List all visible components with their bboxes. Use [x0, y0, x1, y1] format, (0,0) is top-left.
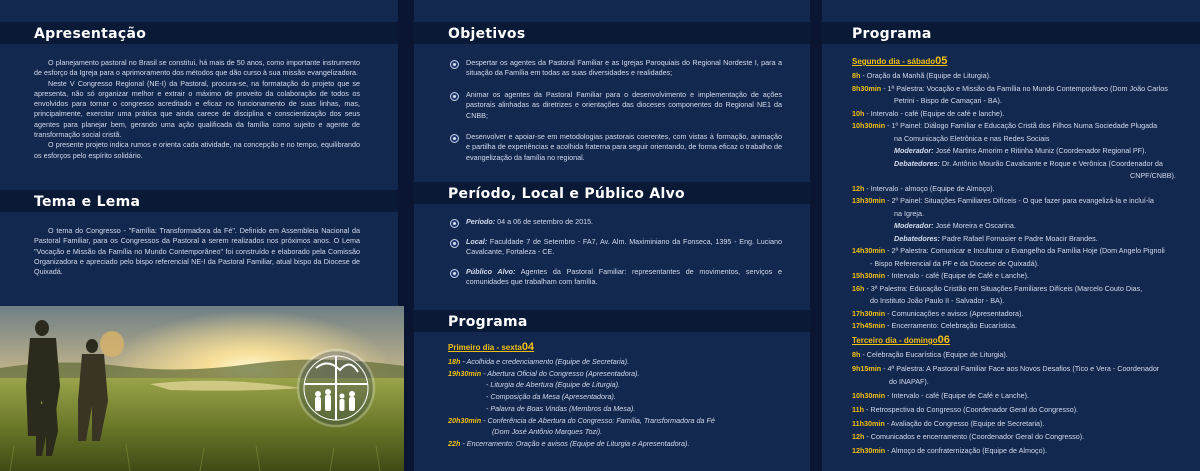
bullet-logo-icon [450, 269, 459, 278]
schedule-row [852, 271, 1029, 281]
schedule-text: - Retrospectiva do Congresso (Coordenador Geral do Congresso). [864, 404, 1079, 414]
day2-number: 05 [935, 55, 948, 67]
schedule-time: 18h [448, 357, 461, 366]
schedule-time: 19h30min [448, 368, 482, 378]
schedule-row [852, 109, 1004, 119]
periodo-label: Período: [466, 217, 496, 226]
schedule-time: 17h45min [852, 321, 886, 330]
schedule-time: 16h [852, 283, 865, 293]
schedule-row [852, 364, 1159, 374]
schedule-row [852, 391, 1029, 401]
objetivo-item: Animar os agentes da Pastoral Familiar para o desenvolvimento e implementação de ações pastorais alinhadas as diretrizes e orientações das dioceses componentes do Regional NE1 da CNBB; [466, 90, 782, 120]
schedule-row [448, 439, 689, 449]
schedule-row [894, 234, 1098, 244]
schedule-row [894, 146, 1146, 156]
schedule-text: - Encerramento: Oração e avisos (Equipe de Liturgia e Apresentadora). [460, 438, 690, 448]
family-photo-illustration [0, 306, 404, 471]
programa2-header [822, 22, 1200, 44]
schedule-row [870, 296, 1004, 306]
congress-logo-icon [298, 350, 374, 426]
schedule-text: - Abertura Oficial do Congresso (Apresentadora). [481, 368, 640, 378]
bullet-logo-icon [450, 134, 459, 143]
schedule-row [889, 377, 929, 387]
schedule-row [486, 404, 635, 414]
schedule-text: - Palavra de Boas Vindas (Membros da Mesa). [486, 403, 636, 413]
schedule-text: José Moreira e Oscarina. [933, 221, 1016, 230]
objetivos-header [414, 22, 810, 44]
schedule-text: do Instituto João Paulo II - Salvador - BA). [870, 296, 1005, 305]
apresentacao-paragraph: O presente projeto indica rumos e orienta cada atividade, na concepção e no tempo, equilibrando os esforços pelo espírito solidário. [34, 140, 360, 160]
family-sunset-photo [0, 306, 404, 471]
schedule-text: na Comunicação Eletrônica e nas Redes Sociais [894, 133, 1050, 143]
schedule-row [894, 209, 924, 219]
schedule-text: - Intervalo - café (Equipe de Café e Lanche). [885, 391, 1030, 401]
schedule-row [486, 392, 616, 402]
schedule-time: 10h30min [852, 121, 886, 130]
schedule-time: 14h30min [852, 246, 886, 255]
schedule-row [1130, 171, 1176, 181]
schedule-time: 20h30min [448, 415, 482, 425]
day2-heading [852, 55, 947, 67]
publico-item [466, 267, 782, 288]
schedule-text: - Composição da Mesa (Apresentadora). [486, 392, 616, 402]
tema-text [34, 226, 360, 277]
schedule-time: 15h30min [852, 271, 886, 280]
day1-number: 04 [521, 341, 535, 353]
schedule-text: - Intervalo - almoço (Equipe de Almoço). [864, 183, 995, 193]
local-value: Faculdade 7 de Setembro - FA7, Av. Alm. Maximiniano da Fonseca, 1395 - Eng. Luciano Cavalcante, Fortaleza - CE. [466, 237, 782, 257]
periodo-value: 04 a 06 de setembro de 2015. [495, 217, 594, 226]
schedule-time: 12h [852, 432, 865, 442]
schedule-text: - 1ª Palestra: Vocação e Missão da Família no Mundo Contemporâneo (Dom João Carlos [881, 83, 1168, 93]
schedule-row [852, 246, 1165, 256]
schedule-text: - Celebração Eucarística (Equipe de Liturgia). [860, 350, 1008, 359]
schedule-row [852, 121, 1157, 131]
tema-paragraph: O tema do Congresso - "Família: Transformadora da Fé". Definido em Assembleia Nacional da Pastoral Familiar, para os Congressos da Pastoral a serem realizados nos próximos anos. O Lema "Vocação e Missão da Família no Mundo Contemporâneo" foi construído e elaborado pela Comissão Organizadora e apreciado pelo bispo referencial NE-I da Pastoral Familiar, atual bispo da Diocese de Quixadá. [34, 226, 360, 277]
schedule-row [852, 432, 1084, 442]
schedule-text: - Encerramento: Celebração Eucarística. [885, 321, 1018, 330]
day1-label: Primeiro dia - sexta [448, 343, 522, 352]
local-label: Local: [466, 237, 488, 246]
schedule-row [852, 196, 1154, 206]
schedule-time: 8h [852, 350, 861, 359]
schedule-time: 12h [852, 183, 865, 193]
schedule-text: Dr. Antônio Mourão Cavalcante e Roque e Verônica (Coordenador da [939, 158, 1163, 168]
publico-label: Público Alvo: [466, 267, 516, 276]
bullet-logo-icon [450, 219, 459, 228]
schedule-row [492, 427, 602, 437]
schedule-role-label: Moderador: [894, 146, 934, 155]
schedule-text: - Bispo Referencial da PF e da Diocese de Quixadá). [870, 258, 1039, 268]
schedule-text: - 4ª Palestra: A Pastoral Familiar Face aos Novos Desafios (Tico e Vera - Coordenador [881, 363, 1160, 373]
schedule-text: - Oração da Manhã (Equipe de Liturgia). [860, 71, 992, 80]
schedule-text: (Dom José Antônio Marques Tozi). [492, 427, 603, 437]
schedule-row [894, 221, 1016, 231]
programa2-title: Programa [852, 26, 932, 42]
schedule-time: 9h15min [852, 363, 882, 373]
objetivos-title: Objetivos [448, 26, 526, 42]
schedule-time: 11h30min [852, 418, 885, 428]
apresentacao-paragraph: O planejamento pastoral no Brasil se constitui, há mais de 50 anos, como importante instrumento de esforço da Igreja para o aprimoramento dos métodos que dão curso à sua missão evangelizadora. [34, 58, 360, 78]
schedule-text: CNPF/CNBB). [1130, 171, 1176, 180]
schedule-time: 12h30min [852, 445, 886, 455]
schedule-row [852, 446, 1047, 456]
schedule-time: 11h [852, 404, 864, 414]
schedule-text: - 2º Painel: Situações Familiares Difíceis - O que fazer para evangelizá-la e incluí-la [885, 196, 1154, 205]
day3-number: 06 [937, 334, 950, 346]
objetivo-item: Despertar os agentes da Pastoral Familiar e as Igrejas Paroquiais do Regional Nordeste I, para a situação da Família em todas as suas diversidades e realidades; [466, 58, 782, 78]
schedule-time: 17h30min [852, 308, 886, 318]
programa1-title: Programa [448, 314, 528, 330]
schedule-text: do INAPAF). [889, 377, 929, 387]
periodo-item [466, 217, 782, 227]
tema-title: Tema e Lema [34, 194, 141, 210]
periodo-title: Período, Local e Público Alvo [448, 186, 685, 202]
schedule-time: 8h [852, 71, 861, 80]
schedule-text: - Liturgia de Abertura (Equipe de Liturgia). [486, 380, 620, 390]
publico-value: Agentes da Pastoral Familiar: representantes de movimentos, serviços e comunidades que trabalham com família. [466, 267, 783, 287]
panel-right [822, 0, 1200, 471]
schedule-row [852, 419, 1044, 429]
schedule-time: 10h [852, 108, 865, 118]
day2-label: Segundo dia - sábado [852, 57, 936, 66]
schedule-text: - 1º Painel: Diálogo Familiar e Educação Cristã dos Filhos Numa Sociedade Plugada [885, 121, 1158, 130]
schedule-text: Padre Rafael Fornasier e Padre Moacir Brandes. [939, 233, 1098, 243]
schedule-role-label: Moderador: [894, 221, 934, 230]
schedule-role-label: Debatedores: [894, 233, 940, 243]
day3-label: Terceiro dia - domingo [852, 336, 938, 345]
schedule-text: - Acolhida e credenciamento (Equipe de Secretaria). [460, 357, 630, 366]
schedule-text: Petrini - Bispo de Camaçari - BA). [894, 96, 1002, 105]
schedule-role-label: Debatedores: [894, 158, 940, 168]
panel-middle [414, 0, 810, 471]
schedule-row [448, 416, 715, 426]
schedule-row [894, 159, 1163, 169]
schedule-text: - Comunicados e encerramento (Coordenador Geral do Congresso). [864, 432, 1085, 442]
schedule-row [852, 84, 1168, 94]
schedule-row [894, 96, 1002, 106]
schedule-row [852, 309, 1023, 319]
schedule-row [852, 405, 1078, 415]
schedule-row [852, 350, 1008, 360]
day1-heading [448, 341, 534, 353]
schedule-text: - Intervalo - café (Equipe de café e lanche). [864, 108, 1005, 118]
schedule-row [870, 259, 1039, 269]
local-item [466, 237, 782, 258]
apresentacao-header [0, 22, 398, 44]
bullet-logo-icon [450, 239, 459, 248]
schedule-time: 8h30min [852, 83, 882, 93]
schedule-text: - Avaliação do Congresso (Equipe de Secretaria). [884, 418, 1045, 428]
schedule-row [852, 284, 1142, 294]
schedule-text: - 2ª Palestra: Comunicar e Inculturar o Evangelho da Família Hoje (Dom Angelo Pignoli [885, 246, 1165, 255]
bullet-logo-icon [450, 92, 459, 101]
schedule-text: José Martins Amorim e Ritinha Muniz (Coordenador Regional PF). [933, 146, 1147, 155]
schedule-time: 10h30min [852, 391, 886, 401]
schedule-text: - Comunicações e avisos (Apresentadora). [885, 308, 1024, 318]
programa1-header [414, 310, 810, 332]
apresentacao-text [34, 58, 360, 161]
schedule-text: - Almoço de confraternização (Equipe de Almoço). [885, 445, 1047, 455]
tema-header [0, 190, 398, 212]
schedule-row [448, 369, 640, 379]
objetivo-item: Desenvolver e apoiar-se em metodologias pastorais coerentes, com vistas à formação, animação e partilha de experiências e acolhida fraterna para seguir orientando, de forma eficaz o trabalho de evangelização da família no regional. [466, 132, 782, 162]
bullet-logo-icon [450, 60, 459, 69]
schedule-row [852, 184, 995, 194]
schedule-row [448, 357, 629, 367]
schedule-text: - 3ª Palestra: Educação Cristão em Situações Familiares Difíceis (Marcelo Couto Dias, [864, 283, 1143, 293]
schedule-time: 13h30min [852, 196, 886, 205]
schedule-row [852, 71, 991, 81]
schedule-time: 22h [448, 438, 461, 448]
periodo-header [414, 182, 810, 204]
schedule-text: - Conferência de Abertura do Congresso: Família, Transformadora da Fé [481, 415, 715, 425]
apresentacao-paragraph: Neste V Congresso Regional (NE-I) da Pastoral, procura-se, na formatação do projeto que se apresenta, não só organizar melhor e extrair o máximo de proveito da colaboração de todos os envolvidos para tornar o congresso acreditado e eficaz no funcionamento de suas linhas, mas, principalmente, exercitar uma prática que ainda carece de disciplina e conscientização dos seus agentes para planejar bem, gerando uma ação qualificada da família como sujeito e agente de transformação social cristã. [34, 78, 360, 140]
schedule-text: na Igreja. [894, 208, 924, 218]
schedule-text: - Intervalo - café (Equipe de Café e Lanche). [885, 271, 1030, 280]
day3-heading [852, 334, 950, 346]
schedule-row [852, 321, 1017, 331]
apresentacao-title: Apresentação [34, 26, 147, 42]
schedule-row [486, 380, 620, 390]
schedule-row [894, 134, 1049, 144]
